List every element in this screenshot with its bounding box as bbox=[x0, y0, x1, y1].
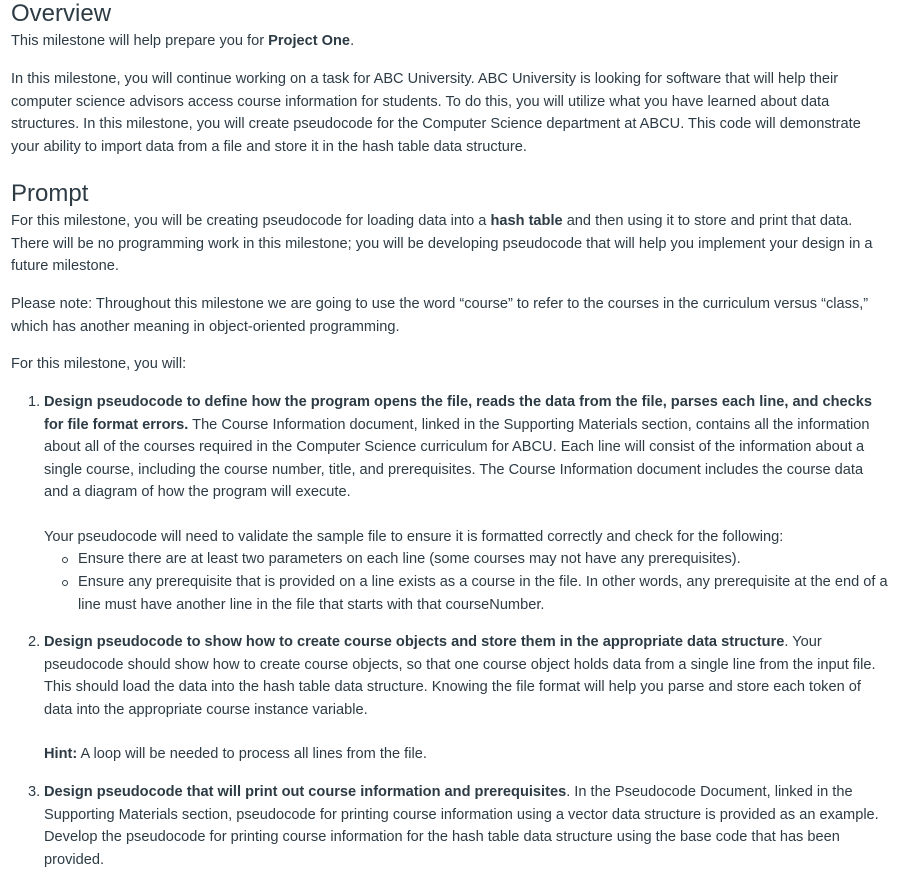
bullet-icon bbox=[62, 557, 68, 563]
prompt-paragraph-3: For this milestone, you will: bbox=[11, 356, 187, 372]
project-one-link-text: Project One bbox=[268, 33, 351, 49]
prompt-heading: Prompt bbox=[11, 180, 89, 207]
prompt-paragraph-2: Please note: Throughout this milestone we are going to use the word “course” to refer to the courses in the curriculum versus “class,” which has another meaning in object-oriented programming. bbox=[11, 296, 869, 335]
list-item-3: 3. Design pseudocode that will print out course information and prerequisites. In the Pseudocode Document, linked in the Supporting Materials section, pseudocode for printing course information using a vector data structure is provided as an example. Develop the pseudocode for printing course information for the hash table data structure using the base code that has been provided. bbox=[28, 781, 888, 871]
list-item-1: 1. Design pseudocode to define how the program opens the file, reads the data from the file, parses each line, and checks for file format errors. The Course Information document, linked in the Supporting Materials section, contains all the information about all of the courses required in the Computer Science curriculum for ABCU. Each line will consist of the information about a single course, including the course number, title, and prerequisites. The Course Information document includes the course data and a diagram of how the program will execute. bbox=[28, 391, 888, 504]
list-number: 2. bbox=[28, 634, 41, 650]
list-item-2: 2. Design pseudocode to show how to create course objects and store them in the appropriate data structure. Your pseudocode should show how to create course objects, so that one course object holds data from a single line from the input file. This should load the data into the hash table data structure. Knowing the file format will help you parse and store each token of data into the appropriate course instance variable. bbox=[28, 631, 888, 721]
prompt-paragraph-1: For this milestone, you will be creating pseudocode for loading data into a hash table and then using it to store and print that data. There will be no programming work in this milestone; you will be developing pseudocode that will help you implement your design in a future milestone. bbox=[11, 213, 873, 274]
overview-paragraph: In this milestone, you will continue working on a task for ABC University. ABC University is looking for software that will help their computer science advisors access course information for students. To do this, you will utilize what you have learned about data structures. In this milestone, you will create pseudocode for the Computer Science department at ABCU. This code will demonstrate your ability to import data from a file and store it in the hash table data structure. bbox=[11, 71, 861, 155]
overview-intro: This milestone will help prepare you for Project One. bbox=[11, 33, 355, 49]
bullet-icon bbox=[62, 580, 68, 586]
validation-intro: Your pseudocode will need to validate the sample file to ensure it is formatted correctly and check for the following: bbox=[44, 529, 784, 545]
list-number: 1. bbox=[28, 394, 41, 410]
bullet-item-1: Ensure there are at least two parameters on each line (some courses may not have any prerequisites). bbox=[62, 548, 892, 571]
list-number: 3. bbox=[28, 784, 41, 800]
overview-heading: Overview bbox=[11, 0, 112, 27]
hint-text: Hint: A loop will be needed to process all lines from the file. bbox=[44, 746, 427, 762]
bullet-item-2: Ensure any prerequisite that is provided on a line exists as a course in the file. In other words, any prerequisite at the end of a line must have another line in the file that starts with that courseNumber. bbox=[62, 571, 892, 616]
